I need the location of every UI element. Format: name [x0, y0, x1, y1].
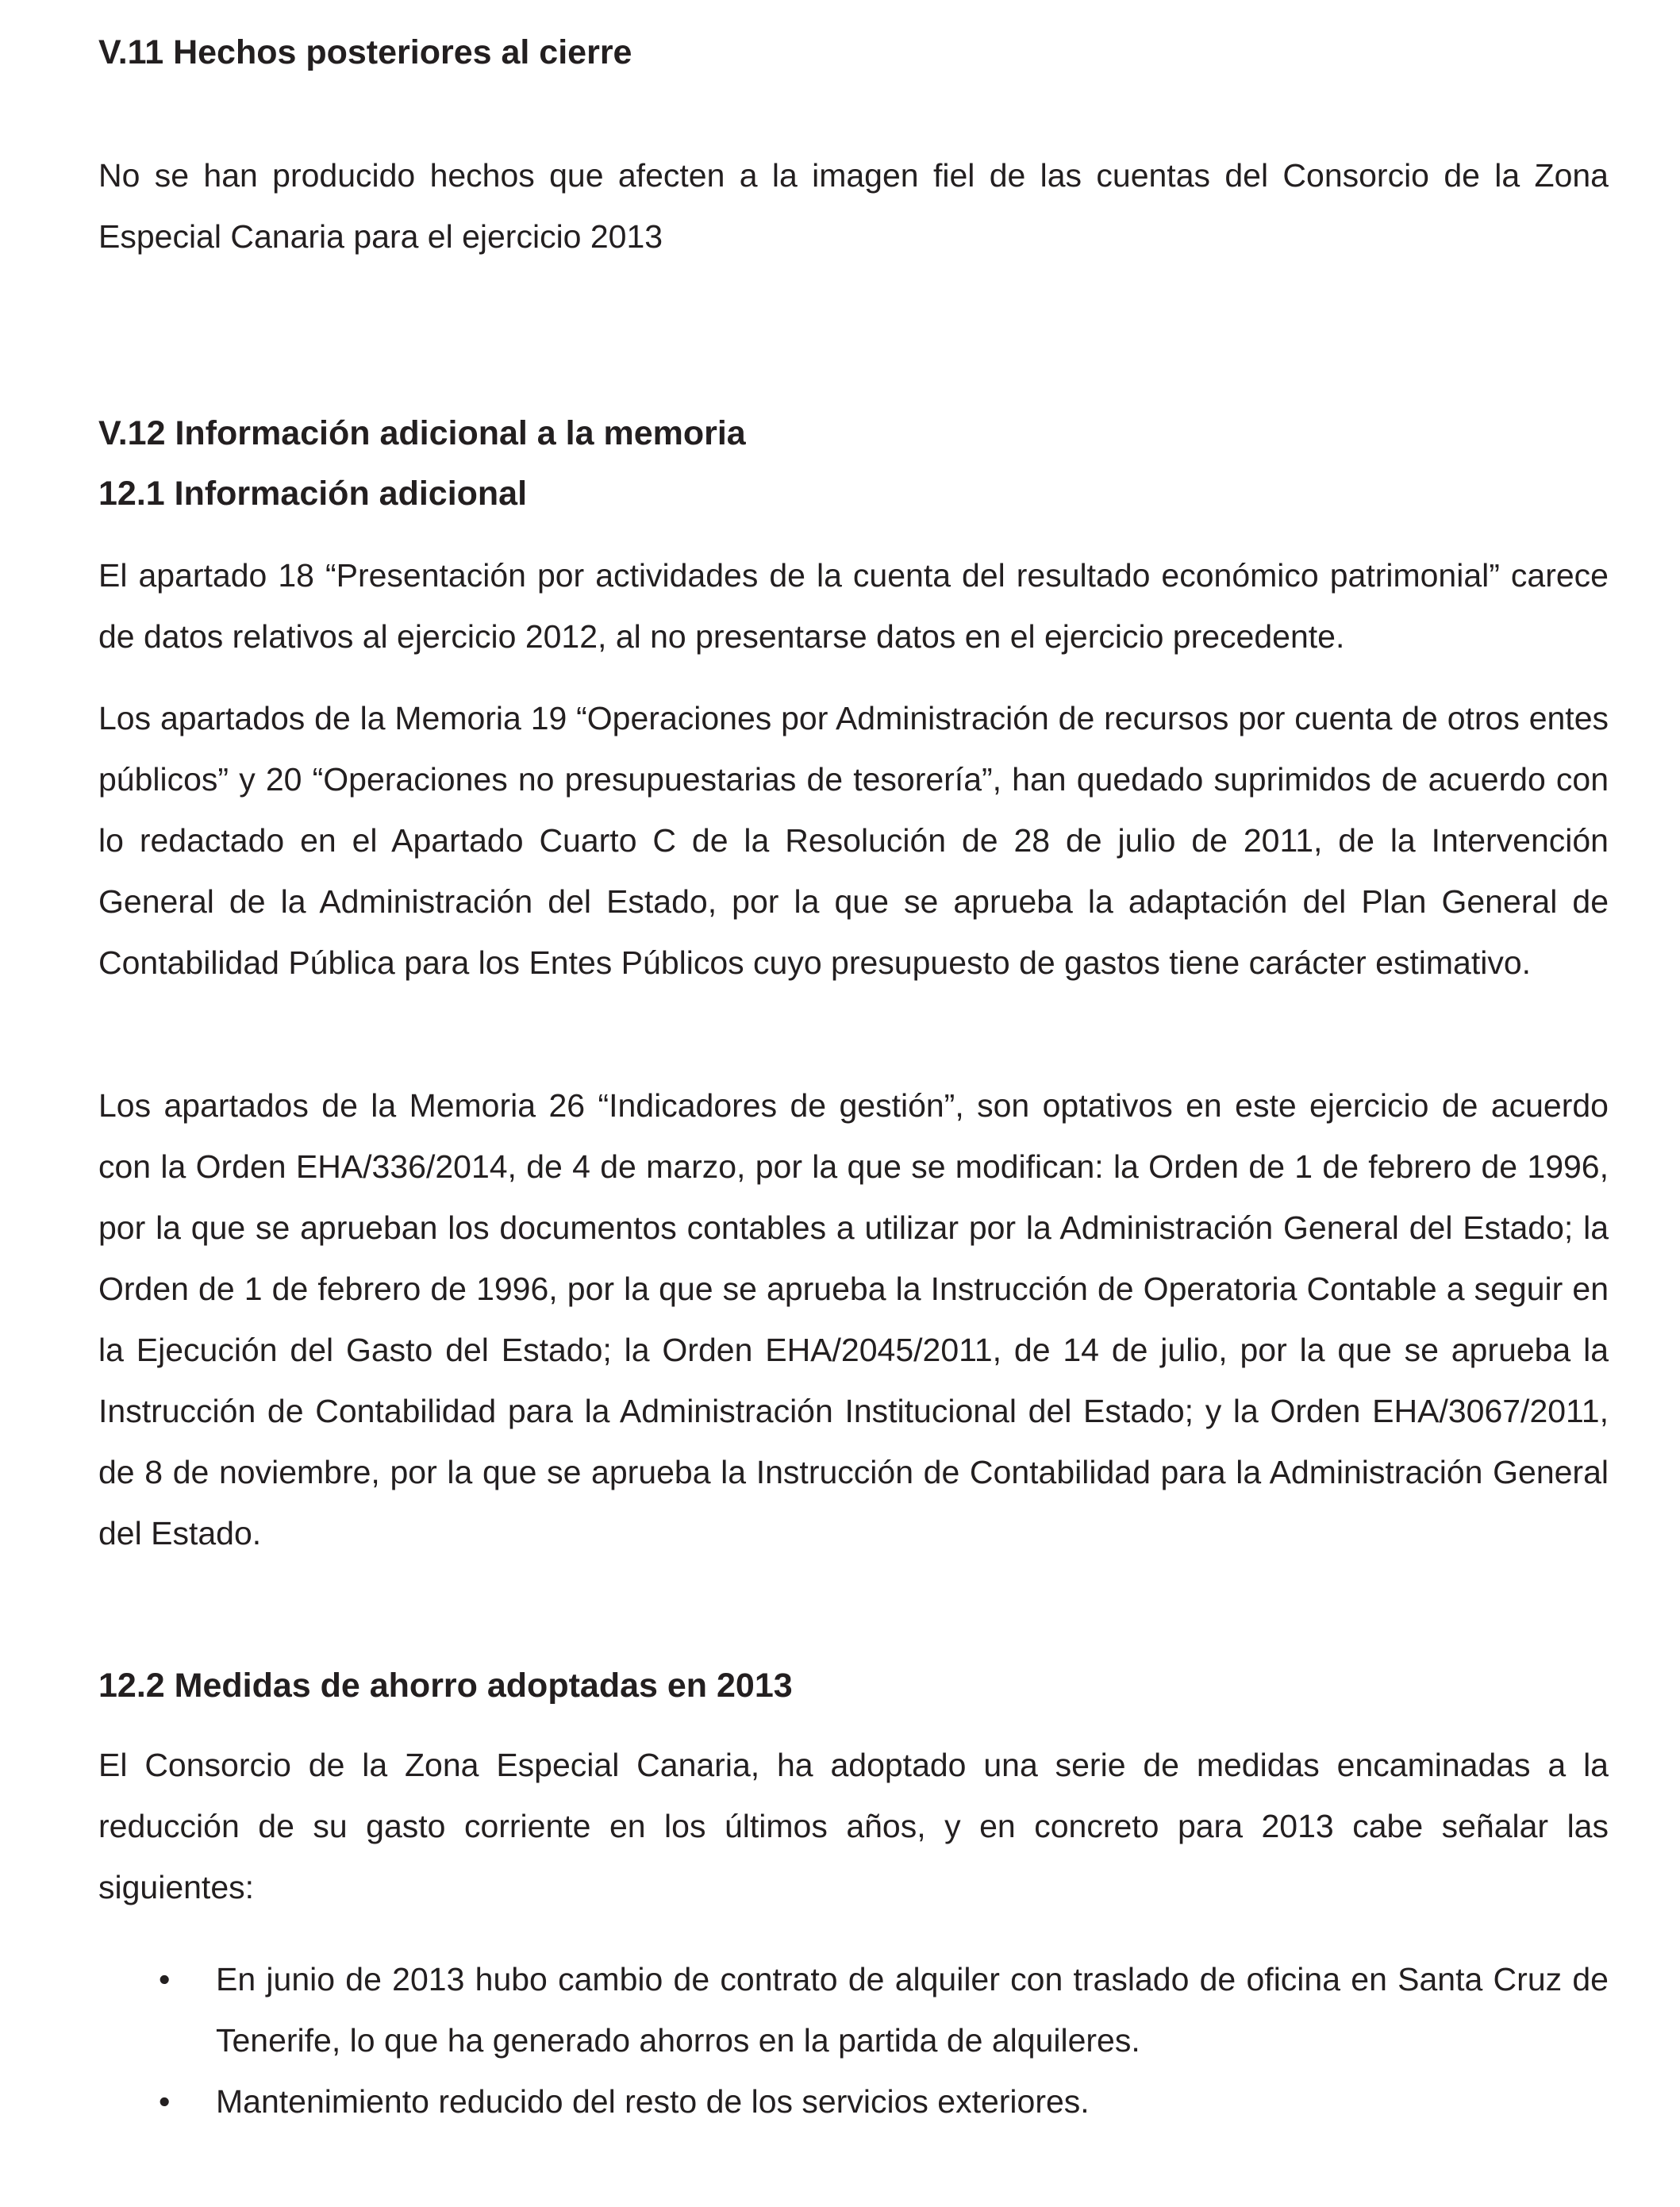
list-item-text: En junio de 2013 hubo cambio de contrato de alquiler con traslado de oficina en Santa Cruz de Tenerife, lo que ha generado ahorros en la partida de alquileres.: [216, 1961, 1609, 2059]
bullet-icon: •: [159, 2083, 171, 2120]
section-v12-title: V.12 Información adicional a la memoria: [98, 414, 746, 452]
list-item: [98, 2071, 1609, 2132]
subsection-12-2-paragraph: El Consorcio de la Zona Especial Canaria, ha adoptado una serie de medidas encaminadas a la reducción de su gasto corriente en los últimos años, y en concreto para 2013 cabe señalar las siguientes:: [98, 1747, 1609, 1905]
savings-measures-list: [98, 1949, 1609, 2132]
list-item: [98, 1949, 1609, 2071]
subsection-12-1-paragraph-2: Los apartados de la Memoria 19 “Operaciones por Administración de recursos por cuenta de otros entes públicos” y 20 “Operaciones no presupuestarias de tesorería”, han quedado suprimidos de acuerdo con lo redactado en el Apartado Cuarto C de la Resolución de 28 de julio de 2011, de la Intervención General de la Administración del Estado, por la que se aprueba la adaptación del Plan General de Contabilidad Pública para los Entes Públicos cuyo presupuesto de gastos tiene carácter estimativo.: [98, 700, 1609, 981]
subsection-12-1-title: 12.1 Información adicional: [98, 475, 528, 513]
subsection-12-1-paragraph-1: El apartado 18 “Presentación por actividades de la cuenta del resultado económico patrimonial” carece de datos relativos al ejercicio 2012, al no presentarse datos en el ejercicio precedente.: [98, 557, 1609, 655]
section-v11-title: V.11 Hechos posteriores al cierre: [98, 33, 632, 71]
subsection-12-2-title: 12.2 Medidas de ahorro adoptadas en 2013: [98, 1667, 793, 1705]
list-item-text: Mantenimiento reducido del resto de los servicios exteriores.: [216, 2083, 1090, 2120]
subsection-12-1-paragraph-3: Los apartados de la Memoria 26 “Indicadores de gestión”, son optativos en este ejercicio de acuerdo con la Orden EHA/336/2014, de 4 de marzo, por la que se modifican: la Orden de 1 de febrero de 1996, por la que se aprueban los documentos contables a utilizar por la Administración General del Estado; la Orden de 1 de febrero de 1996, por la que se aprueba la Instrucción de Operatoria Contable a seguir en la Ejecución del Gasto del Estado; la Orden EHA/2045/2011, de 14 de julio, por la que se aprueba la Instrucción de Contabilidad para la Administración Institucional del Estado; y la Orden EHA/3067/2011, de 8 de noviembre, por la que se aprueba la Instrucción de Contabilidad para la Administración General del Estado.: [98, 1087, 1609, 1551]
section-v11-paragraph: No se han producido hechos que afecten a la imagen fiel de las cuentas del Consorcio de la Zona Especial Canaria para el ejercicio 2013: [98, 157, 1609, 255]
bullet-icon: •: [159, 1961, 171, 1997]
